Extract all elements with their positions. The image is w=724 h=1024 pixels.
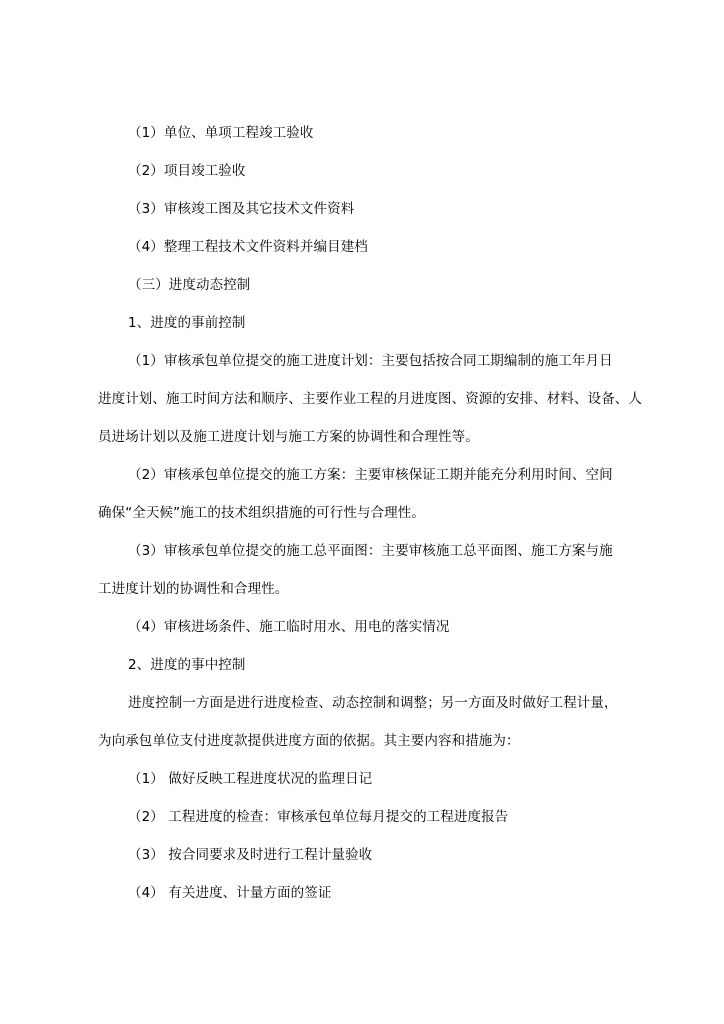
paragraph-line: （1）审核承包单位提交的施工进度计划：主要包括按合同工期编制的施工年月日 — [128, 353, 613, 369]
paragraph-line: （4）审核进场条件、施工临时用水、用电的落实情况 — [128, 619, 450, 635]
subsection-heading-pre-control: 1、进度的事前控制 — [128, 315, 246, 331]
paragraph-line: 为向承包单位支付进度款提供进度方面的依据。其主要内容和措施为： — [98, 733, 520, 749]
list-item: （2） 工程进度的检查：审核承包单位每月提交的工程进度报告 — [128, 809, 509, 825]
list-item: （3） 按合同要求及时进行工程计量验收 — [128, 847, 373, 863]
subsection-heading-mid-control: 2、进度的事中控制 — [128, 657, 246, 673]
paragraph-line: 进度控制一方面是进行进度检查、动态控制和调整；另一方面及时做好工程计量， — [128, 695, 618, 711]
list-item-review-drawings: （3）审核竣工图及其它技术文件资料 — [128, 201, 355, 217]
paragraph-line: （2）审核承包单位提交的施工方案：主要审核保证工期并能充分利用时间、空间 — [128, 467, 613, 483]
paragraph-line: 进度计划、施工时间方法和顺序、主要作业工程的月进度图、资源的安排、材料、设备、人 — [98, 391, 642, 407]
paragraph-line: （3）审核承包单位提交的施工总平面图：主要审核施工总平面图、施工方案与施 — [128, 543, 613, 559]
paragraph-line: 员进场计划以及施工进度计划与施工方案的协调性和合理性等。 — [98, 429, 479, 445]
list-item-acceptance-unit: （1）单位、单项工程竣工验收 — [128, 125, 314, 141]
list-item-acceptance-project: （2）项目竣工验收 — [128, 163, 246, 179]
section-heading-progress-control: （三）进度动态控制 — [128, 277, 251, 293]
paragraph-line: 工进度计划的协调性和合理性。 — [98, 581, 289, 597]
paragraph-line: 确保“全天候”施工的技术组织措施的可行性与合理性。 — [98, 505, 425, 521]
list-item: （1） 做好反映工程进度状况的监理日记 — [128, 771, 373, 787]
list-item-archive: （4）整理工程技术文件资料并编目建档 — [128, 239, 368, 255]
list-item: （4） 有关进度、计量方面的签证 — [128, 885, 332, 901]
